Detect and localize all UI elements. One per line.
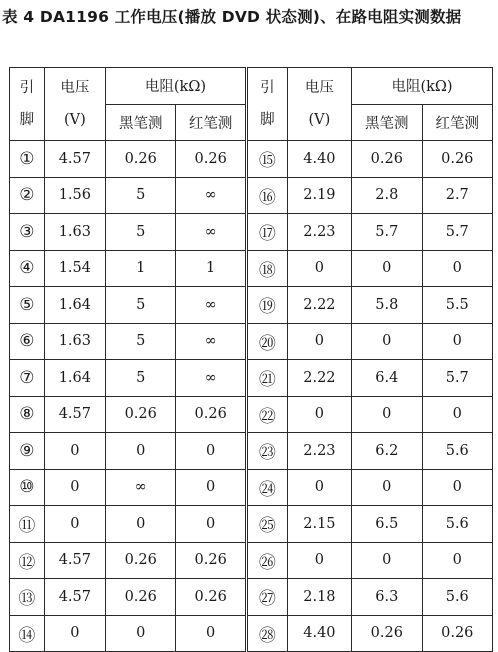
cell-right-pin: ⑮ (246, 141, 287, 178)
cell-right-voltage: 0 (287, 542, 351, 579)
cell-right-voltage: 0 (287, 396, 351, 433)
cell-left-voltage: 0 (44, 615, 105, 652)
table-row (10, 396, 493, 433)
table-row (10, 579, 493, 616)
cell-right-black: 0 (352, 250, 422, 287)
table-row (10, 542, 493, 579)
cell-left-pin: ④ (10, 250, 45, 287)
cell-right-pin: ㉑ (246, 360, 287, 397)
cell-right-red: 5.7 (422, 360, 492, 397)
cell-left-voltage: 1.56 (44, 177, 105, 214)
cell-right-black: 6.2 (352, 433, 422, 470)
cell-left-black: 0.26 (105, 542, 175, 579)
cell-right-voltage: 2.22 (287, 360, 351, 397)
table-row (10, 433, 493, 470)
cell-left-pin: ⑥ (10, 323, 45, 360)
caption-text: DA1196 工作电压(播放 DVD 状态测)、在路电阻实测数据 (39, 8, 462, 26)
cell-left-black: 5 (105, 287, 175, 324)
header-voltage-right: 电压 (V) (287, 68, 351, 141)
cell-left-voltage: 4.57 (44, 542, 105, 579)
cell-left-voltage: 0 (44, 433, 105, 470)
cell-left-red: 0.26 (176, 579, 246, 616)
cell-right-black: 0 (352, 323, 422, 360)
table-row (10, 360, 493, 397)
cell-left-black: 0 (105, 433, 175, 470)
cell-right-red: 5.6 (422, 506, 492, 543)
cell-right-black: 5.7 (352, 214, 422, 251)
cell-right-black: 0.26 (352, 615, 422, 652)
cell-right-pin: ㉒ (246, 396, 287, 433)
cell-left-red: 1 (176, 250, 246, 287)
cell-left-voltage: 4.57 (44, 396, 105, 433)
cell-right-black: 6.5 (352, 506, 422, 543)
cell-right-red: 5.6 (422, 579, 492, 616)
cell-left-voltage: 1.64 (44, 360, 105, 397)
cell-right-black: 6.3 (352, 579, 422, 616)
header-pin-left: 引 脚 (10, 68, 45, 141)
cell-right-red: 5.6 (422, 433, 492, 470)
caption-label: 表 4 (2, 8, 35, 26)
cell-left-red: ∞ (176, 177, 246, 214)
cell-right-voltage: 0 (287, 469, 351, 506)
cell-right-red: 2.7 (422, 177, 492, 214)
data-table (9, 67, 493, 652)
cell-left-red: ∞ (176, 214, 246, 251)
cell-right-pin: ㉖ (246, 542, 287, 579)
cell-right-pin: ⑲ (246, 287, 287, 324)
cell-right-voltage: 2.19 (287, 177, 351, 214)
cell-left-pin: ⑦ (10, 360, 45, 397)
cell-right-pin: ⑱ (246, 250, 287, 287)
cell-right-black: 6.4 (352, 360, 422, 397)
cell-right-red: 0 (422, 469, 492, 506)
cell-left-voltage: 4.57 (44, 141, 105, 178)
cell-right-pin: ㉕ (246, 506, 287, 543)
cell-right-red: 0 (422, 396, 492, 433)
cell-left-pin: ② (10, 177, 45, 214)
cell-left-red: ∞ (176, 360, 246, 397)
cell-right-pin: ⑳ (246, 323, 287, 360)
cell-left-voltage: 1.54 (44, 250, 105, 287)
table-row (10, 323, 493, 360)
cell-left-red: 0.26 (176, 141, 246, 178)
cell-left-voltage: 1.63 (44, 214, 105, 251)
cell-right-red: 0.26 (422, 615, 492, 652)
cell-left-black: 5 (105, 323, 175, 360)
cell-right-black: 5.8 (352, 287, 422, 324)
cell-right-voltage: 2.15 (287, 506, 351, 543)
cell-left-voltage: 1.63 (44, 323, 105, 360)
cell-left-red: 0.26 (176, 396, 246, 433)
cell-right-pin: ⑰ (246, 214, 287, 251)
cell-left-black: 0 (105, 615, 175, 652)
cell-right-red: 5.7 (422, 214, 492, 251)
cell-left-red: 0 (176, 469, 246, 506)
cell-right-voltage: 0 (287, 323, 351, 360)
cell-right-pin: ㉗ (246, 579, 287, 616)
cell-right-voltage: 2.23 (287, 214, 351, 251)
cell-left-black: 0.26 (105, 396, 175, 433)
cell-left-black: 5 (105, 177, 175, 214)
cell-left-pin: ⑨ (10, 433, 45, 470)
cell-right-pin: ㉓ (246, 433, 287, 470)
table-row (10, 287, 493, 324)
cell-right-black: 2.8 (352, 177, 422, 214)
cell-left-pin: ⑭ (10, 615, 45, 652)
cell-left-black: 1 (105, 250, 175, 287)
table-row (10, 214, 493, 251)
cell-left-pin: ⑪ (10, 506, 45, 543)
cell-left-red: 0.26 (176, 542, 246, 579)
table-caption (2, 2, 496, 33)
cell-right-red: 0 (422, 250, 492, 287)
cell-left-voltage: 0 (44, 469, 105, 506)
cell-right-voltage: 4.40 (287, 141, 351, 178)
header-pin-right: 引 脚 (246, 68, 287, 141)
cell-left-pin: ⑤ (10, 287, 45, 324)
cell-right-red: 0 (422, 323, 492, 360)
cell-right-black: 0 (352, 542, 422, 579)
cell-left-pin: ① (10, 141, 45, 178)
table-row (10, 250, 493, 287)
cell-left-red: 0 (176, 615, 246, 652)
table-row (10, 469, 493, 506)
table-row (10, 141, 493, 178)
header-black-probe-left: 黑笔测 (105, 104, 175, 141)
cell-right-black: 0 (352, 396, 422, 433)
cell-left-voltage: 1.64 (44, 287, 105, 324)
cell-right-pin: ㉔ (246, 469, 287, 506)
cell-left-red: ∞ (176, 323, 246, 360)
cell-right-red: 0 (422, 542, 492, 579)
cell-left-pin: ⑧ (10, 396, 45, 433)
cell-right-pin: ㉘ (246, 615, 287, 652)
cell-left-black: 5 (105, 360, 175, 397)
cell-left-red: 0 (176, 506, 246, 543)
cell-right-voltage: 2.23 (287, 433, 351, 470)
table-body (10, 141, 493, 652)
header-red-probe-right: 红笔测 (422, 104, 492, 141)
cell-left-pin: ⑫ (10, 542, 45, 579)
cell-left-pin: ⑬ (10, 579, 45, 616)
table-row (10, 506, 493, 543)
header-black-probe-right: 黑笔测 (352, 104, 422, 141)
cell-left-voltage: 0 (44, 506, 105, 543)
cell-right-pin: ⑯ (246, 177, 287, 214)
cell-right-voltage: 2.18 (287, 579, 351, 616)
header-resistance-left: 电阻(kΩ) (105, 68, 246, 105)
cell-left-black: 0 (105, 506, 175, 543)
header-red-probe-left: 红笔测 (176, 104, 246, 141)
cell-right-voltage: 4.40 (287, 615, 351, 652)
cell-left-black: 0.26 (105, 579, 175, 616)
cell-right-black: 0 (352, 469, 422, 506)
cell-left-pin: ③ (10, 214, 45, 251)
cell-left-black: ∞ (105, 469, 175, 506)
cell-left-black: 0.26 (105, 141, 175, 178)
cell-right-voltage: 2.22 (287, 287, 351, 324)
cell-left-pin: ⑩ (10, 469, 45, 506)
cell-right-red: 5.5 (422, 287, 492, 324)
table-row (10, 615, 493, 652)
header-voltage-left: 电压 (V) (44, 68, 105, 141)
table-header (10, 68, 493, 141)
header-resistance-right: 电阻(kΩ) (352, 68, 493, 105)
cell-left-red: 0 (176, 433, 246, 470)
cell-right-black: 0.26 (352, 141, 422, 178)
cell-left-voltage: 4.57 (44, 579, 105, 616)
cell-right-red: 0.26 (422, 141, 492, 178)
cell-left-black: 5 (105, 214, 175, 251)
cell-left-red: ∞ (176, 287, 246, 324)
table-row (10, 177, 493, 214)
cell-right-voltage: 0 (287, 250, 351, 287)
